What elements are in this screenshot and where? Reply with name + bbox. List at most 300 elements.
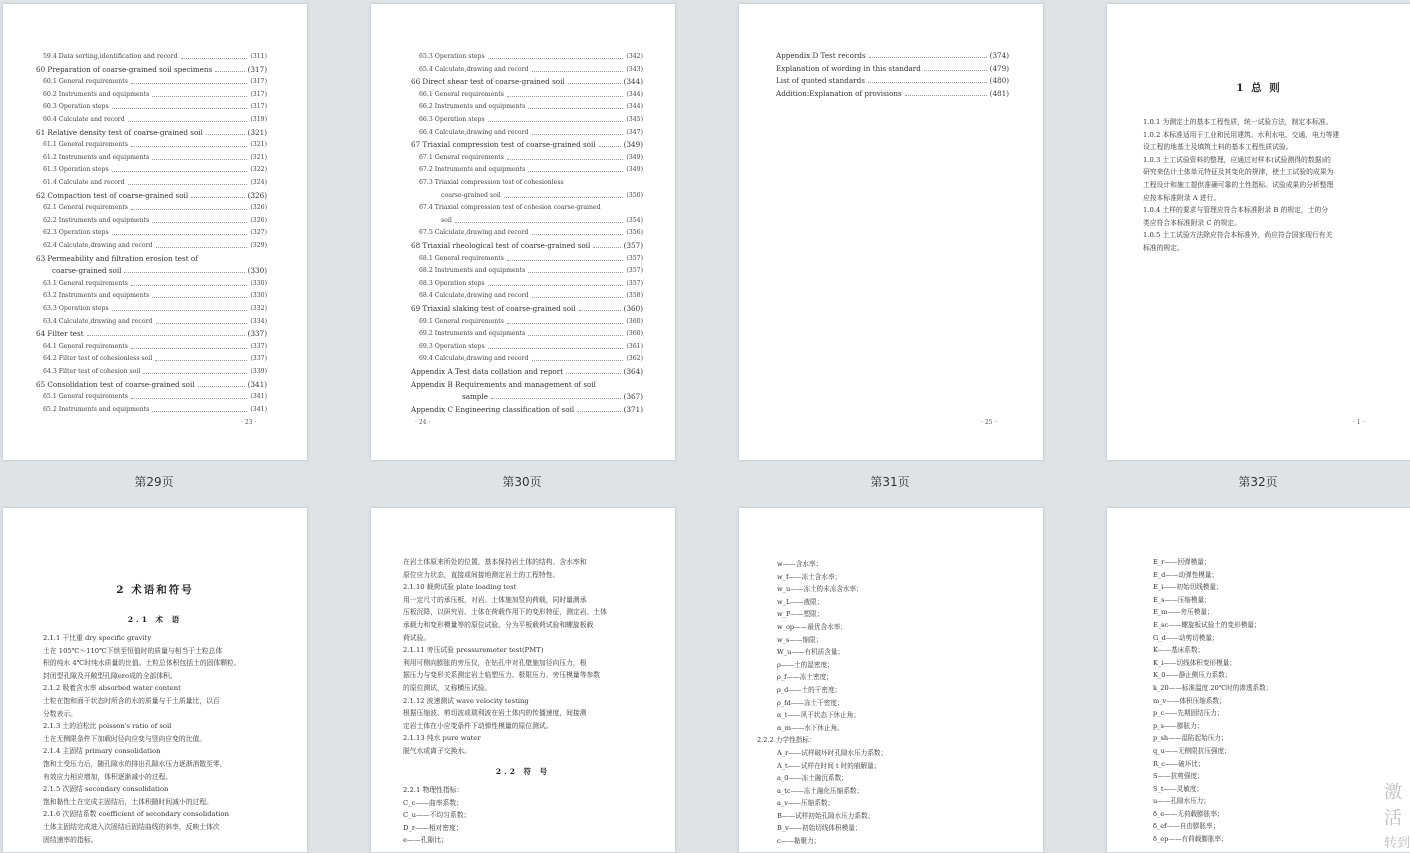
toc-entry-page: (345) bbox=[626, 116, 643, 123]
toc-entry-page: (317) bbox=[250, 78, 267, 86]
toc-entry[interactable] bbox=[411, 242, 643, 250]
toc-entry-page: (349) bbox=[626, 166, 643, 174]
toc-entry-title: coarse-grained soil bbox=[52, 266, 122, 276]
toc-entry-title: 61.3 Operation steps bbox=[43, 166, 109, 174]
toc-entry[interactable] bbox=[419, 255, 643, 263]
text-line: 1.0.2 本标准适用于工业和民用建筑、水利水电、交通、电力等建 bbox=[1143, 130, 1340, 139]
toc-entry-title: 61.2 Instruments and equipments bbox=[43, 153, 150, 161]
toc-entry[interactable] bbox=[419, 91, 643, 99]
toc-entry-page: (361) bbox=[626, 342, 643, 350]
toc-entry[interactable] bbox=[43, 406, 267, 414]
toc-entry-title: 67.2 Instruments and equipments bbox=[419, 166, 526, 174]
toc-entry[interactable] bbox=[43, 204, 267, 212]
text-line: 饱和土受压力后，随孔隙水的排出孔隙水压力逐渐消散至零， bbox=[43, 759, 227, 768]
toc-dot-leader bbox=[143, 373, 247, 374]
toc-dot-leader bbox=[152, 159, 247, 160]
toc-entry-page: (341) bbox=[250, 393, 267, 401]
toc-entry-page: (360) bbox=[626, 330, 643, 338]
toc-entry-title: 63.3 Operation steps bbox=[43, 305, 109, 312]
section-title: 2.1 术 语 bbox=[127, 615, 183, 624]
text-line: 荷试验。 bbox=[403, 633, 431, 642]
text-line: C_u——不均匀系数； bbox=[403, 811, 471, 820]
toc-entry-page: (330) bbox=[250, 292, 267, 300]
toc-dot-leader bbox=[488, 285, 624, 286]
text-line: 2.1.13 纯水 pure water bbox=[403, 734, 481, 743]
toc-entry-page: (317) bbox=[250, 103, 267, 111]
toc-dot-leader bbox=[507, 96, 623, 97]
toc-dot-leader bbox=[155, 360, 247, 361]
symbol-entry: A_t——试样在时间 t 时的崩解量； bbox=[777, 761, 881, 770]
toc-entry[interactable] bbox=[43, 179, 267, 187]
toc-entry[interactable] bbox=[36, 129, 267, 137]
toc-entry-page: (339) bbox=[250, 368, 267, 375]
symbol-entry: S——抗剪强度； bbox=[1153, 772, 1204, 781]
text-line: 类应符合本标准附录 C 的规定。 bbox=[1143, 218, 1241, 227]
symbol-entry: w_op——最优含水率； bbox=[777, 622, 847, 631]
toc-entry[interactable] bbox=[419, 267, 643, 275]
toc-entry-page: (357) bbox=[626, 254, 643, 262]
text-line: 2.1.1 干比重 dry specific gravity bbox=[43, 634, 152, 642]
toc-entry-title: 64.3 Filter test of cohesion soil bbox=[43, 368, 141, 375]
text-line: 2.1.6 次固结系数 coefficient of secondary consolidation bbox=[43, 810, 229, 819]
symbol-entry: p_c——先期固结压力； bbox=[1153, 709, 1224, 718]
toc-entry[interactable] bbox=[411, 368, 643, 376]
symbol-entry: R_c——破坏比； bbox=[1153, 759, 1205, 768]
page-29[interactable] bbox=[2, 3, 308, 461]
toc-entry-title: 68.3 Operation steps bbox=[419, 279, 485, 287]
symbol-entry: K——基床系数； bbox=[1153, 646, 1205, 655]
toc-dot-leader bbox=[131, 348, 247, 349]
toc-entry[interactable] bbox=[419, 103, 643, 111]
toc-entry[interactable] bbox=[419, 53, 643, 61]
toc-entry-page: (480) bbox=[989, 76, 1009, 86]
toc-dot-leader bbox=[152, 297, 247, 298]
toc-entry-title: 66.2 Instruments and equipments bbox=[419, 103, 526, 111]
text-line: 标准的规定。 bbox=[1143, 243, 1184, 252]
text-line: 2.1.11 旁压试验 pressuremeter test(PMT) bbox=[403, 646, 544, 655]
toc-entry-page: (317) bbox=[247, 64, 267, 74]
toc-entry-title: 66 Direct shear test of coarse-grained soil bbox=[411, 77, 565, 87]
toc-entry-title: 61.4 Calculate and record bbox=[43, 179, 125, 186]
toc-entry[interactable] bbox=[419, 154, 643, 162]
toc-entry[interactable] bbox=[419, 204, 643, 212]
symbol-entry: G_d——动剪切模量； bbox=[1153, 633, 1219, 642]
toc-entry-title: 62.3 Operation steps bbox=[43, 229, 109, 237]
toc-entry[interactable] bbox=[43, 280, 267, 288]
toc-entry[interactable] bbox=[419, 292, 643, 300]
toc-entry-page: (337) bbox=[250, 342, 267, 350]
text-line: 2.1.5 次固结 secondary consolidation bbox=[43, 785, 169, 794]
toc-dot-leader bbox=[152, 411, 247, 412]
activation-watermark: 激活 转到 bbox=[1384, 782, 1410, 851]
toc-entry[interactable] bbox=[43, 91, 267, 99]
toc-dot-leader bbox=[507, 260, 623, 261]
toc-entry-title: 62.1 General requirements bbox=[43, 204, 128, 212]
text-line: 据压力与变形关系测定岩土临塑压力、极限压力、旁压模量等参数 bbox=[403, 671, 601, 680]
toc-entry[interactable] bbox=[419, 229, 643, 237]
symbol-entry: E_d——动弹性模量； bbox=[1153, 570, 1219, 579]
toc-dot-leader bbox=[131, 146, 247, 147]
text-line: 根据压缩波、剪切波或瑞利波在岩土体内的传播速度，间接测 bbox=[403, 709, 587, 718]
toc-entry[interactable] bbox=[419, 330, 643, 338]
toc-entry[interactable] bbox=[43, 154, 267, 162]
toc-entry[interactable] bbox=[52, 267, 267, 275]
toc-entry[interactable] bbox=[36, 66, 267, 74]
text-line: e——孔隙比； bbox=[403, 836, 448, 845]
toc-dot-leader bbox=[112, 234, 248, 235]
toc-dot-leader bbox=[156, 323, 248, 324]
toc-entry-page: (341) bbox=[250, 405, 267, 413]
toc-entry[interactable] bbox=[36, 381, 267, 389]
toc-entry[interactable] bbox=[776, 52, 1009, 60]
toc-entry-title: 60.4 Calculate and record bbox=[43, 116, 125, 123]
page-36[interactable] bbox=[1106, 507, 1410, 853]
symbol-entry: ρ_d——土的干密度； bbox=[777, 685, 842, 694]
symbol-entry: p_sh——湿陷起始压力； bbox=[1153, 734, 1228, 743]
toc-entry-title: 61 Relative density test of coarse-grained soil bbox=[36, 127, 203, 137]
toc-dot-leader bbox=[491, 398, 621, 399]
toc-entry-page: (344) bbox=[626, 103, 643, 111]
text-line: 分数表示。 bbox=[43, 709, 77, 718]
toc-entry[interactable] bbox=[43, 116, 267, 124]
page-folio: · 1 · bbox=[1353, 419, 1365, 426]
toc-entry-title: 65 Consolidation test of coarse-grained soil bbox=[36, 379, 195, 389]
toc-entry[interactable] bbox=[411, 406, 643, 414]
toc-entry-title: 69.3 Operation steps bbox=[419, 342, 485, 350]
toc-entry[interactable] bbox=[43, 292, 267, 300]
text-line: 土在无侧限条件下加载时径向应变与竖向应变的比值。 bbox=[43, 734, 207, 743]
toc-entry-page: (326) bbox=[247, 190, 267, 200]
toc-dot-leader bbox=[905, 95, 987, 96]
symbol-entry: ρ_f——冻土密度； bbox=[777, 673, 833, 682]
toc-entry-page: (326) bbox=[250, 216, 267, 224]
toc-entry[interactable] bbox=[43, 78, 267, 86]
text-line: 土粒在饱和面干状态时所含的水的质量与干土质量比，以百 bbox=[43, 696, 220, 705]
symbol-entry: α_t——风干状态下休止角； bbox=[777, 711, 860, 720]
toc-dot-leader bbox=[128, 184, 248, 185]
toc-entry-page: (367) bbox=[623, 392, 643, 402]
symbol-entry: w——含水率； bbox=[777, 560, 823, 568]
toc-entry-page: (341) bbox=[247, 379, 267, 389]
symbol-entry: a_0——冻土融沉系数； bbox=[777, 774, 848, 783]
toc-dot-leader bbox=[532, 134, 624, 135]
toc-dot-leader bbox=[124, 272, 244, 273]
toc-entry-page: (357) bbox=[623, 241, 643, 250]
toc-entry[interactable] bbox=[43, 217, 267, 225]
toc-entry[interactable] bbox=[36, 192, 267, 200]
toc-entry[interactable] bbox=[462, 393, 643, 401]
toc-entry[interactable] bbox=[36, 255, 267, 263]
toc-entry-title: 69.2 Instruments and equipments bbox=[419, 330, 526, 338]
toc-dot-leader bbox=[198, 386, 245, 387]
toc-entry[interactable] bbox=[411, 78, 643, 86]
symbol-entry: W_u——有机质含量； bbox=[777, 648, 845, 657]
symbol-entry: w_f——冻土含水率； bbox=[777, 572, 842, 581]
chapter-body bbox=[1143, 116, 1393, 255]
toc-entry-page: (362) bbox=[626, 355, 643, 363]
toc-entry-title: Addition:Explanation of provisions bbox=[776, 88, 902, 98]
text-line: 土体主固结完成进入次固结后固结曲线的斜率，反映土体次 bbox=[43, 822, 220, 831]
symbol-entry: a_v——压缩系数； bbox=[777, 799, 835, 808]
toc-entry[interactable] bbox=[776, 77, 1009, 85]
toc-entry[interactable] bbox=[441, 217, 643, 225]
toc-entry-title: 60.1 General requirements bbox=[43, 78, 128, 86]
toc-entry-page: (374) bbox=[989, 51, 1009, 60]
toc-entry[interactable] bbox=[411, 141, 643, 149]
text-line: 有效应力相应增加，体积逐渐减小的过程。 bbox=[43, 772, 173, 781]
symbol-entry: E_r——回弹模量； bbox=[1153, 558, 1211, 566]
text-line: 封闭型孔隙及开敞型孔隙ero成的全部体积。 bbox=[43, 671, 177, 680]
toc-entry[interactable] bbox=[419, 129, 643, 137]
toc-entry-page: (326) bbox=[250, 204, 267, 212]
symbol-entry: w_u——冻土的未冻含水率； bbox=[777, 585, 863, 594]
toc-entry-title: 68.2 Instruments and equipments bbox=[419, 267, 526, 275]
toc-entry-page: (321) bbox=[250, 153, 267, 161]
text-line: 工程设计和施工提供准确可靠的土性指标。试验成果的分析整理 bbox=[1143, 180, 1334, 189]
symbol-entry: δ_ef——自由膨胀率； bbox=[1153, 822, 1220, 831]
toc-entry-title: soil bbox=[441, 216, 452, 224]
text-line: 脱气水或离子交换水。 bbox=[403, 746, 471, 755]
toc-entry[interactable] bbox=[43, 393, 267, 401]
toc-entry-page: (357) bbox=[626, 267, 643, 275]
toc-entry-title: 65.4 Calculate,drawing and record bbox=[419, 65, 529, 73]
toc-entry[interactable] bbox=[419, 355, 643, 363]
toc-entry-page: (481) bbox=[989, 88, 1009, 98]
text-line: 利用可侧向膨胀的旁压仪，在钻孔中对孔壁施加径向压力，根 bbox=[403, 658, 587, 667]
symbol-entry: c——黏聚力； bbox=[777, 837, 821, 846]
toc-dot-leader bbox=[577, 411, 621, 412]
symbols-body bbox=[403, 784, 653, 847]
toc-dot-leader bbox=[528, 108, 623, 109]
toc-dot-leader bbox=[215, 71, 244, 72]
text-line: 设工程的地基土及填筑土料的基本工程性质试验。 bbox=[1143, 143, 1293, 152]
toc-entry-page: (479) bbox=[989, 63, 1009, 73]
toc-entry-title: 66.3 Operation steps bbox=[419, 116, 485, 123]
symbol-entry: E_sc——螺旋板试验土的变形模量； bbox=[1153, 620, 1261, 629]
toc-entry-page: (350) bbox=[626, 191, 643, 199]
terms-body bbox=[403, 556, 653, 758]
toc-entry-title: Appendix C Engineering classification of soil bbox=[411, 404, 575, 414]
text-line: 的原位测试，又称横压试验。 bbox=[403, 683, 492, 692]
text-line: 2.1.10 载荷试验 plate loading test bbox=[403, 583, 517, 592]
toc-entry-title: 67.5 Calculate,drawing and record bbox=[419, 229, 529, 237]
toc-entry-title: 67.1 General requirements bbox=[419, 153, 504, 161]
toc-dot-leader bbox=[156, 247, 248, 248]
page-30[interactable] bbox=[370, 3, 676, 461]
toc-entry-page: (357) bbox=[626, 279, 643, 287]
symbols-list bbox=[757, 558, 888, 848]
toc-entry-title: 69 Triaxial slaking test of coarse-grained soil bbox=[411, 304, 576, 313]
symbol-entry: ρ_fd——冻土干密度； bbox=[777, 698, 844, 707]
text-line: 原位应力状态，直接或间接地测定岩土的工程特性。 bbox=[403, 570, 560, 579]
symbol-entry: K_0——静止侧压力系数； bbox=[1153, 671, 1232, 680]
toc-entry[interactable] bbox=[441, 192, 643, 200]
toc-entry-title: 66.4 Calculate,drawing and record bbox=[419, 128, 529, 136]
toc-entry-title: 62 Compaction test of coarse-grained soil bbox=[36, 190, 189, 200]
toc-entry-page: (330) bbox=[250, 279, 267, 287]
toc-dot-leader bbox=[488, 348, 624, 349]
toc-dot-leader bbox=[528, 335, 623, 336]
toc-dot-leader bbox=[599, 146, 621, 147]
text-line: 1.0.5 土工试验方法除应符合本标准外，尚应符合国家现行有关 bbox=[1143, 231, 1333, 240]
toc-dot-leader bbox=[112, 171, 248, 172]
toc-entry-title: Appendix A Test data collation and report bbox=[411, 367, 564, 376]
toc-dot-leader bbox=[507, 323, 623, 324]
toc-dot-leader bbox=[112, 108, 248, 109]
toc-entry[interactable] bbox=[43, 141, 267, 149]
toc-entry-page: (360) bbox=[623, 304, 643, 313]
toc-entry[interactable] bbox=[419, 116, 643, 124]
toc-entry-title: 63.1 General requirements bbox=[43, 279, 128, 287]
toc-entry[interactable] bbox=[43, 305, 267, 313]
toc-entry[interactable] bbox=[776, 65, 1009, 73]
text-line: 1.0.4 土样的要求与管理应符合本标准附录 B 的规定，土的分 bbox=[1143, 206, 1329, 215]
symbol-entry: p_s——膨胀力； bbox=[1153, 721, 1204, 730]
toc-entry[interactable] bbox=[43, 166, 267, 174]
text-line: 在岩土体原来所处的位置，基本保持岩土体的结构、含水率和 bbox=[403, 558, 587, 566]
toc-dot-leader bbox=[87, 335, 245, 336]
toc-entry-title: 59.4 Data sorting,identification and record bbox=[43, 53, 178, 60]
toc-entry[interactable] bbox=[419, 318, 643, 326]
symbol-entry: B——试样初始孔隙水压力系数； bbox=[777, 811, 875, 820]
text-line: 应按本标准附录 A 进行。 bbox=[1143, 193, 1221, 202]
toc-entry[interactable] bbox=[43, 343, 267, 351]
toc-entry[interactable] bbox=[43, 318, 267, 326]
toc-entry[interactable] bbox=[43, 229, 267, 237]
toc-entry[interactable] bbox=[419, 343, 643, 351]
toc-entry-title: coarse-grained soil bbox=[441, 191, 501, 199]
toc-entry[interactable] bbox=[43, 242, 267, 250]
toc-entry-page: (319) bbox=[250, 116, 267, 123]
toc-entry-title: 63.2 Instruments and equipments bbox=[43, 292, 150, 300]
toc-entry-page: (356) bbox=[626, 229, 643, 237]
symbol-entry: 2.2.2 力学性指标： bbox=[757, 736, 816, 745]
toc-entry-page: (334) bbox=[250, 317, 267, 325]
toc-entry[interactable] bbox=[43, 368, 267, 376]
toc-entry-title: 67.3 Triaxial compression test of cohesionless bbox=[419, 179, 564, 186]
toc-entry-page: (364) bbox=[623, 367, 643, 376]
symbol-entry: a_tc——冻土融化压缩系数； bbox=[777, 786, 864, 795]
toc-dot-leader bbox=[191, 197, 245, 198]
toc-entry[interactable] bbox=[419, 179, 643, 187]
toc-entry-title: 66.1 General requirements bbox=[419, 90, 504, 98]
page-33[interactable] bbox=[2, 507, 308, 853]
toc-entry-page: (329) bbox=[250, 242, 267, 249]
toc-entry-title: 67.4 Triaxial compression test of cohesion coarse-grained bbox=[419, 204, 601, 212]
toc-dot-leader bbox=[528, 171, 623, 172]
toc-entry-page: (360) bbox=[626, 317, 643, 325]
toc-entry[interactable] bbox=[411, 381, 643, 389]
page-label-31: 第31页 bbox=[870, 475, 910, 489]
text-line: 1.0.1 为测定土的基本工程性质，统一试验方法，制定本标准。 bbox=[1143, 118, 1333, 126]
toc-dot-leader bbox=[504, 197, 624, 198]
toc-entry[interactable] bbox=[43, 103, 267, 111]
toc-entry-title: 60.2 Instruments and equipments bbox=[43, 90, 150, 98]
symbol-entry: m_v——体积压缩系数； bbox=[1153, 696, 1226, 705]
symbol-entry: u——孔隙水压力； bbox=[1153, 797, 1210, 806]
toc-entry-page: (337) bbox=[250, 355, 267, 363]
page-35[interactable] bbox=[738, 507, 1044, 853]
toc-entry[interactable] bbox=[419, 66, 643, 74]
toc-entry[interactable] bbox=[776, 90, 1009, 98]
toc-entry[interactable] bbox=[43, 355, 267, 363]
toc-dot-leader bbox=[566, 373, 621, 374]
page-label-30: 第30页 bbox=[502, 475, 542, 489]
toc-entry-title: Appendix D Test records bbox=[776, 51, 866, 60]
toc-dot-leader bbox=[532, 297, 624, 298]
toc-entry-title: 62.2 Instruments and equipments bbox=[43, 216, 150, 224]
toc-entry-page: (344) bbox=[623, 77, 643, 87]
symbol-entry: q_u——无侧限抗压强度； bbox=[1153, 746, 1231, 755]
chapter-title: 2 术语和符号 bbox=[116, 584, 194, 596]
toc-entry-page: (344) bbox=[626, 90, 643, 98]
toc-entry-title: List of quoted standards bbox=[776, 76, 865, 86]
toc-dot-leader bbox=[868, 82, 987, 83]
toc-entry[interactable] bbox=[36, 330, 267, 338]
page-label-29: 第29页 bbox=[134, 475, 174, 489]
toc-dot-leader bbox=[528, 272, 623, 273]
toc-dot-leader bbox=[206, 134, 245, 135]
page-folio: · 25 · bbox=[981, 419, 997, 426]
toc-dot-leader bbox=[532, 234, 624, 235]
toc-entry-page: (332) bbox=[250, 305, 267, 312]
toc-dot-leader bbox=[488, 121, 624, 122]
symbol-entry: α_m——水下休止角。 bbox=[777, 723, 844, 732]
toc-entry[interactable] bbox=[419, 280, 643, 288]
toc-entry-title: 63 Permeability and filtration erosion test of bbox=[36, 253, 198, 263]
toc-dot-leader bbox=[112, 310, 248, 311]
toc-entry-title: 60.3 Operation steps bbox=[43, 103, 109, 111]
page-folio: · 23 · bbox=[241, 419, 257, 426]
toc-entry-page: (330) bbox=[247, 266, 267, 276]
toc-dot-leader bbox=[924, 70, 987, 71]
page-32[interactable] bbox=[1106, 3, 1410, 461]
symbol-entry: δ_e——无荷载膨胀率； bbox=[1153, 809, 1224, 818]
toc-entry-page: (321) bbox=[247, 127, 267, 137]
toc-dot-leader bbox=[455, 222, 624, 223]
page-34[interactable] bbox=[370, 507, 676, 853]
text-line: 研究来估计土体单元特征及其变化的规律，使土工试验的成果为 bbox=[1143, 168, 1334, 177]
symbol-entry: E_i——初始切线模量； bbox=[1153, 583, 1223, 592]
toc-entry-page: (321) bbox=[250, 141, 267, 149]
toc-dot-leader bbox=[152, 96, 247, 97]
toc-entry[interactable] bbox=[43, 53, 267, 61]
chapter-title: 1 总 则 bbox=[1236, 82, 1282, 94]
symbol-entry: w_s——缩限； bbox=[777, 635, 823, 644]
toc-entry[interactable] bbox=[411, 305, 643, 313]
toc-entry-title: 63.4 Calculate,drawing and record bbox=[43, 317, 153, 325]
toc-entry-title: Explanation of wording in this standard bbox=[776, 63, 921, 73]
toc-entry-title: 67 Triaxial compression test of coarse-grained soil bbox=[411, 140, 596, 150]
text-line: 2.1.3 土的泊松比 poisson's ratio of soil bbox=[43, 722, 172, 731]
toc-entry-title: 68 Triaxial rheological test of coarse-grained soil bbox=[411, 241, 591, 250]
toc-dot-leader bbox=[181, 58, 248, 59]
toc-entry-title: 68.4 Calculate,drawing and record bbox=[419, 292, 529, 300]
page-31[interactable] bbox=[738, 3, 1044, 461]
text-line: 1.0.3 土工试验资料的整理，应通过对样本(试验测得的数据)的 bbox=[1143, 155, 1331, 164]
toc-dot-leader bbox=[532, 71, 624, 72]
toc-entry-title: 68.1 General requirements bbox=[419, 254, 504, 262]
toc-entry[interactable] bbox=[419, 166, 643, 174]
toc-entry-title: Appendix B Requirements and management of soil bbox=[411, 379, 596, 389]
toc-entry-page: (337) bbox=[247, 329, 267, 339]
toc-entry-page: (347) bbox=[626, 128, 643, 136]
toc-entry-title: 64 Filter test bbox=[36, 329, 84, 339]
symbols-list bbox=[1153, 556, 1272, 846]
toc-dot-leader bbox=[131, 285, 247, 286]
text-line: 2.2.1 物理性指标： bbox=[403, 786, 464, 794]
toc-entry-title: 62.4 Calculate,drawing and record bbox=[43, 242, 153, 249]
